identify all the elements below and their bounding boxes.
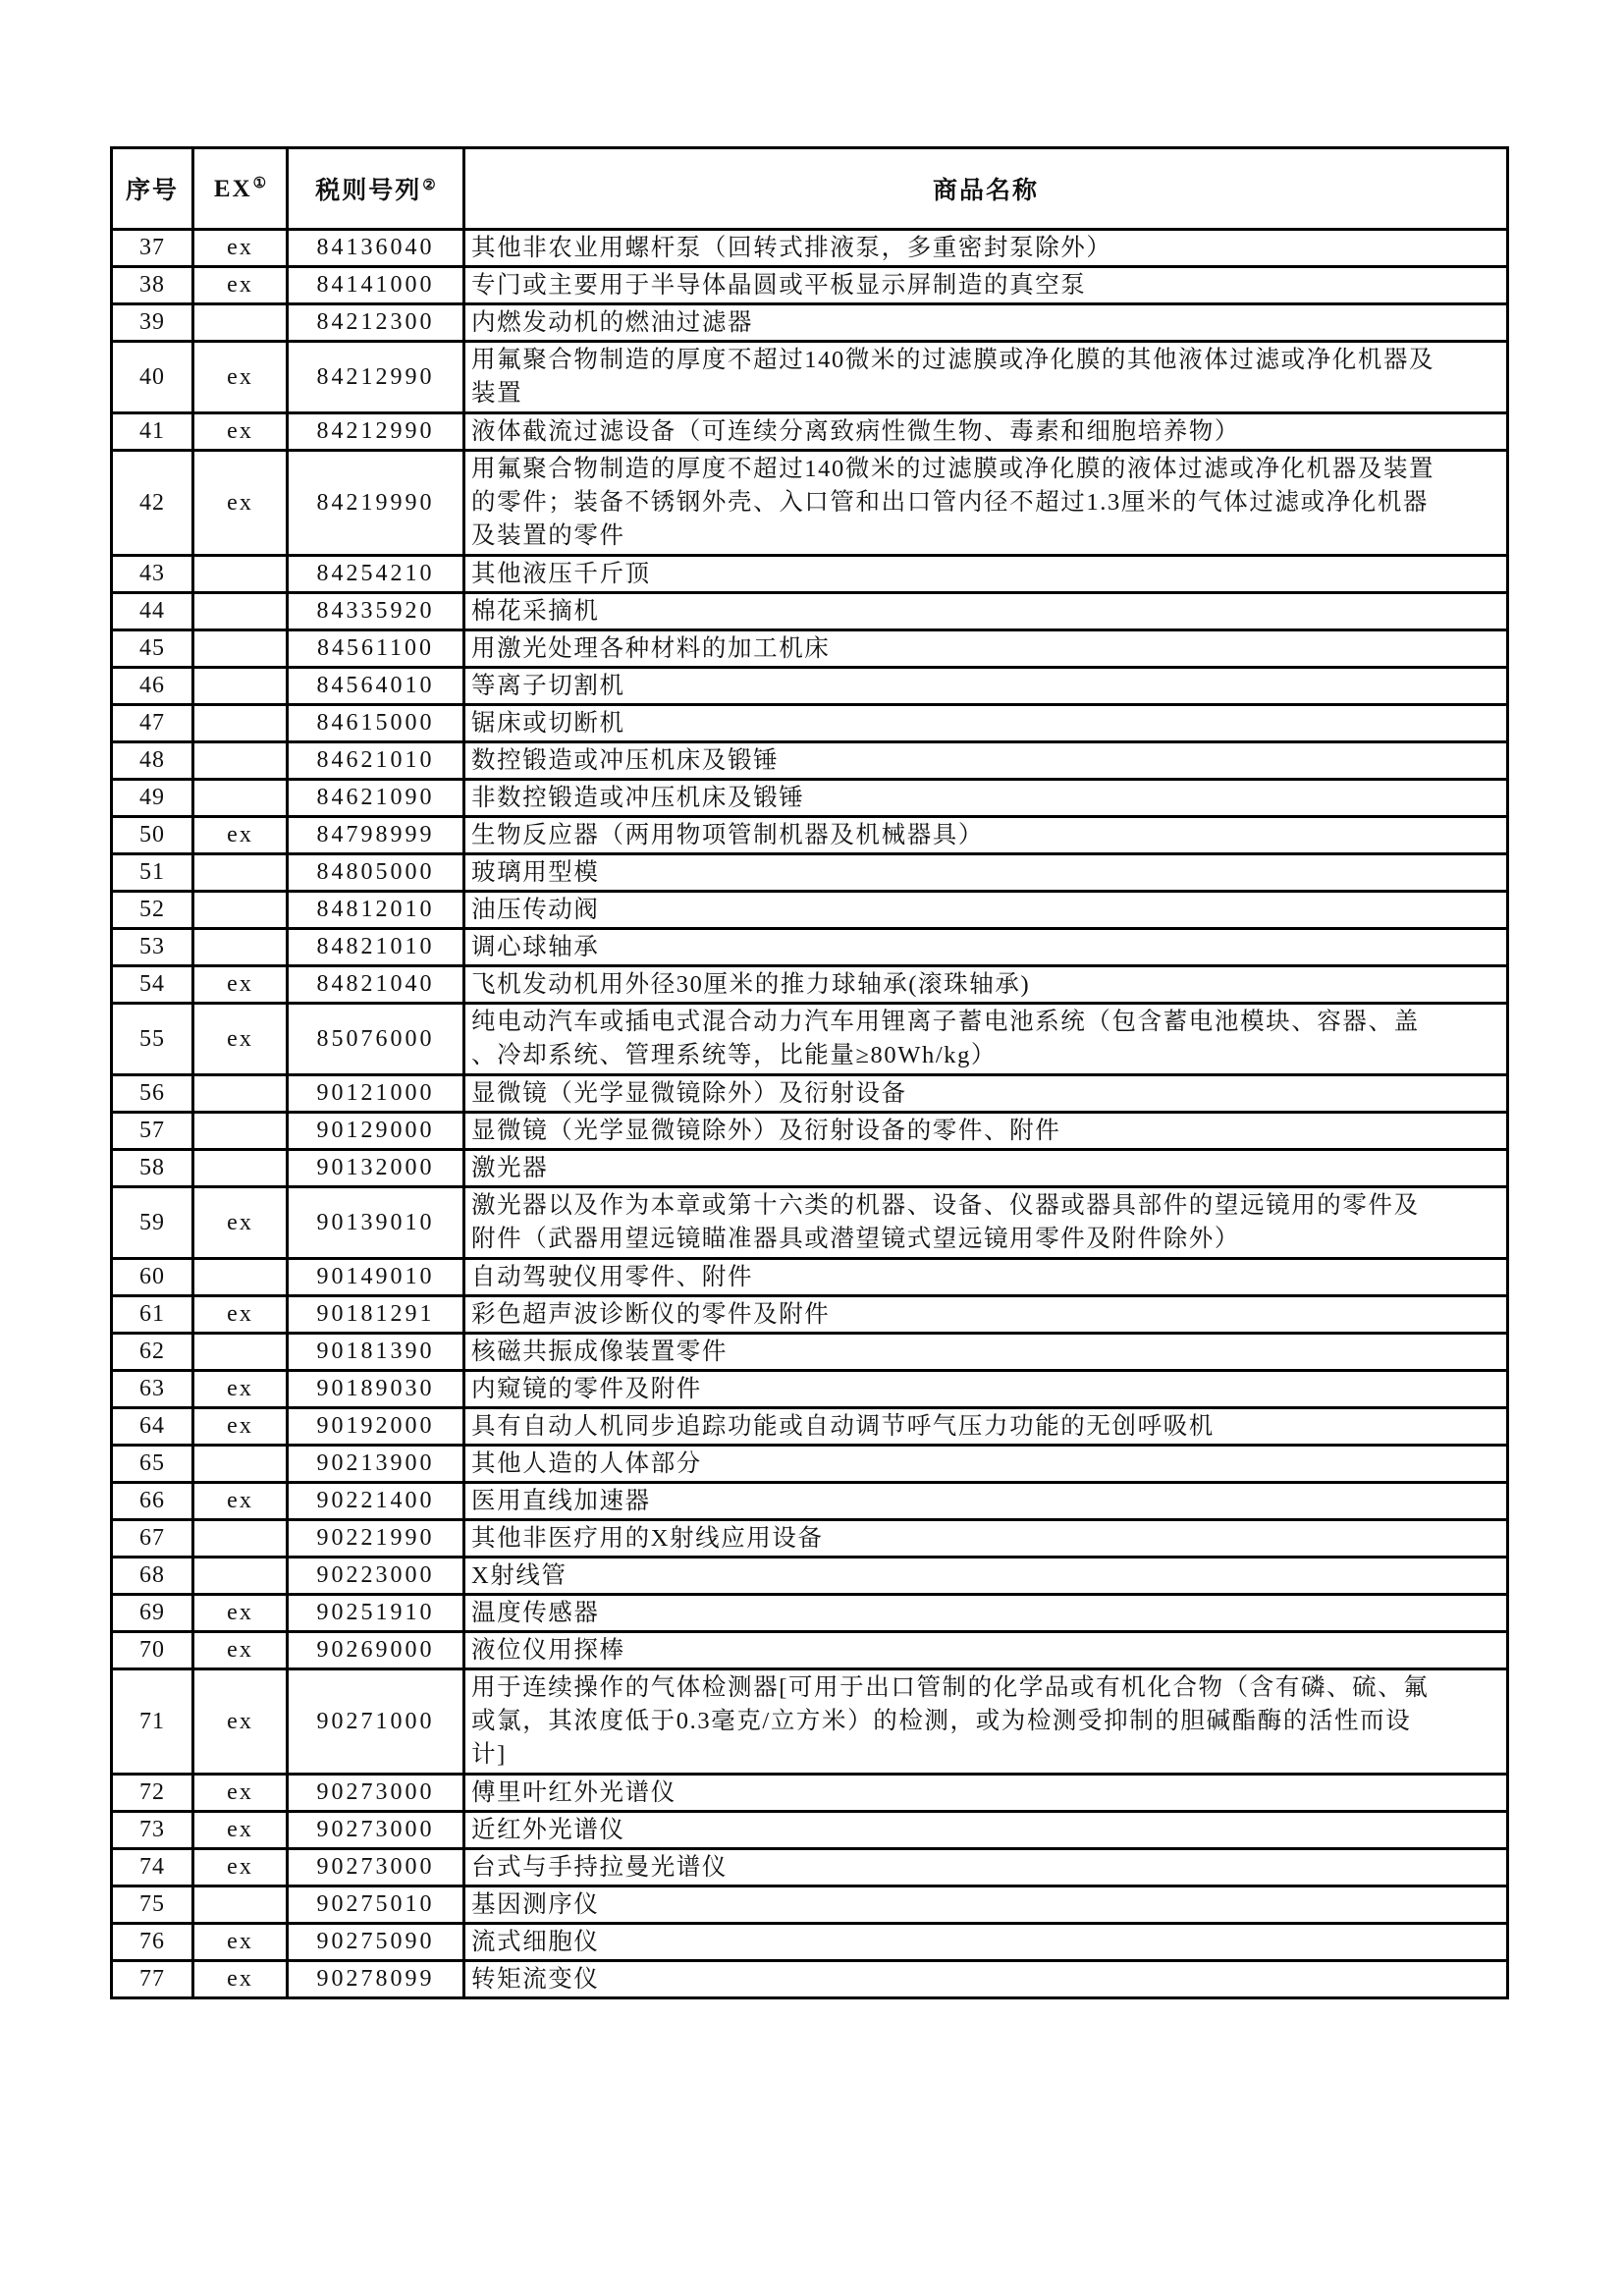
commodity-name-cell — [464, 1113, 1508, 1150]
tariff-code-cell: 84821010 — [288, 929, 464, 966]
tariff-code-cell: 90223000 — [288, 1558, 464, 1595]
commodity-name-line: 其他液压千斤顶 — [471, 560, 651, 587]
commodity-name-line: 转矩流变仪 — [471, 1965, 600, 1993]
ex-cell — [193, 854, 288, 892]
commodity-table — [110, 146, 1509, 1999]
commodity-name-line: 非数控锻造或冲压机床及锻锤 — [471, 784, 805, 811]
commodity-name-cell — [464, 230, 1508, 267]
tariff-code-cell: 90221990 — [288, 1520, 464, 1558]
serial-number-cell: 50 — [112, 817, 193, 854]
commodity-name-line: 激光器以及作为本章或第十六类的机器、设备、仪器或器具部件的望远镜用的零件及 — [471, 1192, 1420, 1219]
commodity-name-line: 激光器 — [471, 1154, 549, 1181]
tariff-code-cell: 84219990 — [288, 451, 464, 556]
serial-number-cell: 77 — [112, 1961, 193, 1998]
serial-number-cell: 53 — [112, 929, 193, 966]
serial-number-cell: 63 — [112, 1371, 193, 1408]
table-row — [112, 1520, 1508, 1558]
serial-number-cell: 61 — [112, 1296, 193, 1334]
commodity-name-line: 显微镜（光学显微镜除外）及衍射设备 — [471, 1079, 907, 1107]
commodity-name-cell — [464, 1408, 1508, 1446]
tariff-code-cell: 90278099 — [288, 1961, 464, 1998]
header-ex-label: EX — [213, 176, 252, 202]
commodity-name-cell — [464, 1595, 1508, 1632]
commodity-name-line: 基因测序仪 — [471, 1890, 600, 1918]
commodity-name-line: 及装置的零件 — [471, 522, 625, 549]
serial-number-cell: 45 — [112, 630, 193, 668]
commodity-name-cell — [464, 1446, 1508, 1483]
serial-number-cell: 69 — [112, 1595, 193, 1632]
table-row — [112, 1924, 1508, 1961]
commodity-name-cell — [464, 1004, 1508, 1075]
tariff-code-cell: 90192000 — [288, 1408, 464, 1446]
serial-number-cell: 47 — [112, 705, 193, 742]
serial-number-cell: 57 — [112, 1113, 193, 1150]
table-row — [112, 1886, 1508, 1924]
ex-cell — [193, 593, 288, 630]
serial-number-cell: 54 — [112, 966, 193, 1004]
table-row — [112, 1259, 1508, 1296]
ex-cell: ex — [193, 1775, 288, 1812]
tariff-code-cell: 84621090 — [288, 780, 464, 817]
tariff-code-cell: 84812010 — [288, 892, 464, 929]
serial-number-cell: 49 — [112, 780, 193, 817]
ex-cell — [193, 1446, 288, 1483]
commodity-name-line: 近红外光谱仪 — [471, 1816, 625, 1843]
serial-number-cell: 66 — [112, 1483, 193, 1520]
ex-cell — [193, 1113, 288, 1150]
commodity-name-line: 内窥镜的零件及附件 — [471, 1375, 702, 1402]
serial-number-cell: 75 — [112, 1886, 193, 1924]
ex-cell: ex — [193, 1483, 288, 1520]
tariff-code-cell: 90271000 — [288, 1669, 464, 1775]
tariff-code-cell: 90251910 — [288, 1595, 464, 1632]
table-row — [112, 1812, 1508, 1849]
tariff-code-cell: 90273000 — [288, 1775, 464, 1812]
commodity-name-line: 纯电动汽车或插电式混合动力汽车用锂离子蓄电池系统（包含蓄电池模块、容器、盖 — [471, 1009, 1420, 1035]
commodity-name-cell — [464, 1558, 1508, 1595]
commodity-name-cell — [464, 593, 1508, 630]
table-row — [112, 556, 1508, 593]
table-row — [112, 817, 1508, 854]
ex-cell: ex — [193, 1408, 288, 1446]
commodity-name-line: 计] — [471, 1741, 507, 1768]
header-serial-number — [112, 148, 193, 230]
table-row — [112, 668, 1508, 705]
tariff-code-cell: 90189030 — [288, 1371, 464, 1408]
tariff-code-cell: 84564010 — [288, 668, 464, 705]
tariff-code-cell: 84141000 — [288, 267, 464, 304]
tariff-code-cell: 90275090 — [288, 1924, 464, 1961]
table-row — [112, 780, 1508, 817]
table-row — [112, 892, 1508, 929]
table-row — [112, 304, 1508, 342]
serial-number-cell: 46 — [112, 668, 193, 705]
commodity-name-cell — [464, 742, 1508, 780]
table-row — [112, 1075, 1508, 1113]
commodity-name-line: 液位仪用探棒 — [471, 1636, 625, 1664]
ex-cell — [193, 929, 288, 966]
serial-number-cell: 58 — [112, 1150, 193, 1187]
ex-cell: ex — [193, 413, 288, 451]
table-row — [112, 1849, 1508, 1886]
commodity-name-line: 用激光处理各种材料的加工机床 — [471, 634, 831, 662]
ex-cell: ex — [193, 1371, 288, 1408]
commodity-name-line: 用氟聚合物制造的厚度不超过140微米的过滤膜或净化膜的液体过滤或净化机器及装置 — [471, 456, 1435, 482]
table-row — [112, 1632, 1508, 1669]
ex-cell — [193, 892, 288, 929]
header-commodity-name — [464, 148, 1508, 230]
table-row — [112, 413, 1508, 451]
ex-cell — [193, 1259, 288, 1296]
serial-number-cell: 38 — [112, 267, 193, 304]
ex-cell: ex — [193, 966, 288, 1004]
commodity-name-cell — [464, 1150, 1508, 1187]
commodity-name-line: 等离子切割机 — [471, 672, 625, 699]
commodity-name-cell — [464, 780, 1508, 817]
table-row — [112, 593, 1508, 630]
ex-cell — [193, 304, 288, 342]
tariff-code-cell: 90129000 — [288, 1113, 464, 1150]
ex-cell: ex — [193, 1595, 288, 1632]
serial-number-cell: 52 — [112, 892, 193, 929]
commodity-name-cell — [464, 966, 1508, 1004]
tariff-code-cell: 85076000 — [288, 1004, 464, 1075]
serial-number-cell: 76 — [112, 1924, 193, 1961]
table-row — [112, 342, 1508, 413]
table-row — [112, 630, 1508, 668]
tariff-code-cell: 84798999 — [288, 817, 464, 854]
commodity-name-line: 飞机发动机用外径30厘米的推力球轴承(滚珠轴承) — [471, 970, 1031, 998]
ex-cell — [193, 1520, 288, 1558]
ex-cell: ex — [193, 1296, 288, 1334]
tariff-code-cell: 90121000 — [288, 1075, 464, 1113]
serial-number-cell: 73 — [112, 1812, 193, 1849]
commodity-name-cell — [464, 668, 1508, 705]
commodity-name-cell — [464, 892, 1508, 929]
commodity-name-cell — [464, 451, 1508, 556]
commodity-name-cell — [464, 1483, 1508, 1520]
commodity-name-line: 生物反应器（两用物项管制机器及机械器具） — [471, 821, 984, 848]
ex-cell — [193, 630, 288, 668]
table-row — [112, 1371, 1508, 1408]
commodity-name-line: 傅里叶红外光谱仪 — [471, 1778, 676, 1806]
serial-number-cell: 70 — [112, 1632, 193, 1669]
commodity-name-line: 棉花采摘机 — [471, 597, 600, 625]
ex-cell: ex — [193, 267, 288, 304]
ex-cell: ex — [193, 1812, 288, 1849]
tariff-code-cell: 90273000 — [288, 1849, 464, 1886]
tariff-code-cell: 90132000 — [288, 1150, 464, 1187]
commodity-name-line: 调心球轴承 — [471, 933, 600, 960]
commodity-name-cell — [464, 1296, 1508, 1334]
table-header-row — [112, 148, 1508, 230]
header-serial-number-label: 序号 — [125, 178, 179, 204]
commodity-name-line: 彩色超声波诊断仪的零件及附件 — [471, 1300, 831, 1328]
tariff-code-cell: 90273000 — [288, 1812, 464, 1849]
commodity-name-cell — [464, 1775, 1508, 1812]
ex-cell: ex — [193, 1924, 288, 1961]
tariff-code-cell: 84561100 — [288, 630, 464, 668]
commodity-name-line: 温度传感器 — [471, 1599, 600, 1626]
serial-number-cell: 60 — [112, 1259, 193, 1296]
table-row — [112, 1483, 1508, 1520]
serial-number-cell: 41 — [112, 413, 193, 451]
table-row — [112, 966, 1508, 1004]
table-row — [112, 1775, 1508, 1812]
ex-cell — [193, 668, 288, 705]
serial-number-cell: 65 — [112, 1446, 193, 1483]
commodity-name-cell — [464, 1187, 1508, 1259]
ex-cell — [193, 1150, 288, 1187]
commodity-name-line: 油压传动阀 — [471, 896, 600, 923]
footnote-marker-2: ② — [422, 178, 436, 193]
serial-number-cell: 67 — [112, 1520, 193, 1558]
commodity-name-line: 装置 — [471, 380, 523, 407]
table-row — [112, 451, 1508, 556]
ex-cell: ex — [193, 451, 288, 556]
serial-number-cell: 44 — [112, 593, 193, 630]
serial-number-cell: 42 — [112, 451, 193, 556]
table-row — [112, 1334, 1508, 1371]
table-row — [112, 230, 1508, 267]
commodity-name-line: 台式与手持拉曼光谱仪 — [471, 1853, 728, 1881]
tariff-code-cell: 84212990 — [288, 342, 464, 413]
commodity-name-line: 液体截流过滤设备（可连续分离致病性微生物、毒素和细胞培养物） — [471, 417, 1240, 445]
ex-cell: ex — [193, 1632, 288, 1669]
table-row — [112, 1296, 1508, 1334]
commodity-name-line: 用氟聚合物制造的厚度不超过140微米的过滤膜或净化膜的其他液体过滤或净化机器及 — [471, 347, 1435, 373]
commodity-name-cell — [464, 1849, 1508, 1886]
commodity-name-line: 或氯，其浓度低于0.3毫克/立方米）的检测，或为检测受抑制的胆碱酯酶的活性而设 — [471, 1708, 1412, 1734]
table-row — [112, 1004, 1508, 1075]
tariff-code-cell: 84615000 — [288, 705, 464, 742]
ex-cell — [193, 1558, 288, 1595]
table-row — [112, 1446, 1508, 1483]
header-ex — [193, 148, 288, 230]
ex-cell — [193, 1334, 288, 1371]
commodity-name-cell — [464, 1334, 1508, 1371]
commodity-name-cell — [464, 556, 1508, 593]
tariff-code-cell: 84621010 — [288, 742, 464, 780]
ex-cell — [193, 1886, 288, 1924]
serial-number-cell: 43 — [112, 556, 193, 593]
tariff-code-cell: 90213900 — [288, 1446, 464, 1483]
tariff-code-cell: 90181291 — [288, 1296, 464, 1334]
table-row — [112, 1187, 1508, 1259]
commodity-name-line: 其他非农业用螺杆泵（回转式排液泵，多重密封泵除外） — [471, 234, 1112, 261]
serial-number-cell: 51 — [112, 854, 193, 892]
ex-cell: ex — [193, 1187, 288, 1259]
tariff-code-cell: 90181390 — [288, 1334, 464, 1371]
ex-cell — [193, 1075, 288, 1113]
table-row — [112, 1150, 1508, 1187]
serial-number-cell: 40 — [112, 342, 193, 413]
commodity-name-cell — [464, 1961, 1508, 1998]
commodity-name-cell — [464, 342, 1508, 413]
commodity-name-cell — [464, 1886, 1508, 1924]
header-tariff-code-label: 税则号列 — [315, 178, 422, 204]
table-row — [112, 705, 1508, 742]
table-row — [112, 1558, 1508, 1595]
tariff-code-cell: 84212990 — [288, 413, 464, 451]
ex-cell — [193, 705, 288, 742]
commodity-name-line: X射线管 — [471, 1561, 568, 1589]
commodity-name-cell — [464, 1075, 1508, 1113]
tariff-code-cell: 84212300 — [288, 304, 464, 342]
commodity-name-cell — [464, 705, 1508, 742]
ex-cell: ex — [193, 1849, 288, 1886]
commodity-name-cell — [464, 1259, 1508, 1296]
table-row — [112, 929, 1508, 966]
serial-number-cell: 37 — [112, 230, 193, 267]
commodity-name-line: 的零件；装备不锈钢外壳、入口管和出口管内径不超过1.3厘米的气体过滤或净化机器 — [471, 489, 1430, 516]
header-tariff-code — [288, 148, 464, 230]
serial-number-cell: 55 — [112, 1004, 193, 1075]
commodity-name-cell — [464, 1520, 1508, 1558]
commodity-name-line: 自动驾驶仪用零件、附件 — [471, 1263, 754, 1290]
commodity-name-line: 显微镜（光学显微镜除外）及衍射设备的零件、附件 — [471, 1117, 1061, 1144]
commodity-name-line: 其他非医疗用的X射线应用设备 — [471, 1524, 824, 1552]
tariff-code-cell: 90139010 — [288, 1187, 464, 1259]
commodity-name-cell — [464, 1669, 1508, 1775]
table-body — [112, 230, 1508, 1998]
table-row — [112, 1595, 1508, 1632]
commodity-name-cell — [464, 929, 1508, 966]
tariff-code-cell: 90275010 — [288, 1886, 464, 1924]
commodity-name-cell — [464, 817, 1508, 854]
commodity-name-cell — [464, 1632, 1508, 1669]
ex-cell: ex — [193, 342, 288, 413]
footnote-marker-1: ① — [252, 176, 267, 191]
table-row — [112, 854, 1508, 892]
ex-cell — [193, 742, 288, 780]
commodity-name-line: 医用直线加速器 — [471, 1487, 651, 1514]
commodity-name-line: 专门或主要用于半导体晶圆或平板显示屏制造的真空泵 — [471, 271, 1087, 299]
ex-cell: ex — [193, 1004, 288, 1075]
commodity-name-cell — [464, 854, 1508, 892]
commodity-name-cell — [464, 304, 1508, 342]
tariff-code-cell: 90221400 — [288, 1483, 464, 1520]
table-row — [112, 1669, 1508, 1775]
table-row — [112, 1961, 1508, 1998]
commodity-name-line: 、冷却系统、管理系统等，比能量≥80Wh/kg） — [471, 1042, 998, 1068]
serial-number-cell: 68 — [112, 1558, 193, 1595]
tariff-code-cell: 84821040 — [288, 966, 464, 1004]
serial-number-cell: 72 — [112, 1775, 193, 1812]
table-row — [112, 267, 1508, 304]
table-row — [112, 1408, 1508, 1446]
commodity-name-line: 玻璃用型模 — [471, 858, 600, 886]
commodity-name-line: 内燃发动机的燃油过滤器 — [471, 308, 754, 336]
tariff-code-cell: 84254210 — [288, 556, 464, 593]
tariff-code-cell: 84335920 — [288, 593, 464, 630]
ex-cell: ex — [193, 230, 288, 267]
ex-cell: ex — [193, 1669, 288, 1775]
commodity-name-cell — [464, 267, 1508, 304]
commodity-name-line: 流式细胞仪 — [471, 1928, 600, 1955]
tariff-code-cell: 84136040 — [288, 230, 464, 267]
table-row — [112, 742, 1508, 780]
serial-number-cell: 71 — [112, 1669, 193, 1775]
commodity-name-line: 其他人造的人体部分 — [471, 1449, 702, 1477]
commodity-name-cell — [464, 1371, 1508, 1408]
commodity-name-line: 锯床或切断机 — [471, 709, 625, 737]
ex-cell: ex — [193, 817, 288, 854]
tariff-code-cell: 90269000 — [288, 1632, 464, 1669]
commodity-name-line: 核磁共振成像装置零件 — [471, 1338, 728, 1365]
ex-cell — [193, 780, 288, 817]
commodity-name-cell — [464, 630, 1508, 668]
header-commodity-name-label: 商品名称 — [932, 178, 1039, 204]
commodity-name-line: 用于连续操作的气体检测器[可用于出口管制的化学品或有机化合物（含有磷、硫、氟 — [471, 1674, 1430, 1701]
serial-number-cell: 64 — [112, 1408, 193, 1446]
serial-number-cell: 62 — [112, 1334, 193, 1371]
tariff-code-cell: 90149010 — [288, 1259, 464, 1296]
tariff-code-cell: 84805000 — [288, 854, 464, 892]
table-row — [112, 1113, 1508, 1150]
ex-cell: ex — [193, 1961, 288, 1998]
serial-number-cell: 59 — [112, 1187, 193, 1259]
serial-number-cell: 56 — [112, 1075, 193, 1113]
ex-cell — [193, 556, 288, 593]
commodity-name-cell — [464, 1812, 1508, 1849]
commodity-name-cell — [464, 413, 1508, 451]
commodity-name-line: 附件（武器用望远镜瞄准器具或潜望镜式望远镜用零件及附件除外） — [471, 1226, 1240, 1252]
serial-number-cell: 74 — [112, 1849, 193, 1886]
serial-number-cell: 39 — [112, 304, 193, 342]
commodity-name-line: 数控锻造或冲压机床及锻锤 — [471, 746, 780, 774]
commodity-name-cell — [464, 1924, 1508, 1961]
serial-number-cell: 48 — [112, 742, 193, 780]
commodity-name-line: 具有自动人机同步追踪功能或自动调节呼气压力功能的无创呼吸机 — [471, 1412, 1215, 1440]
